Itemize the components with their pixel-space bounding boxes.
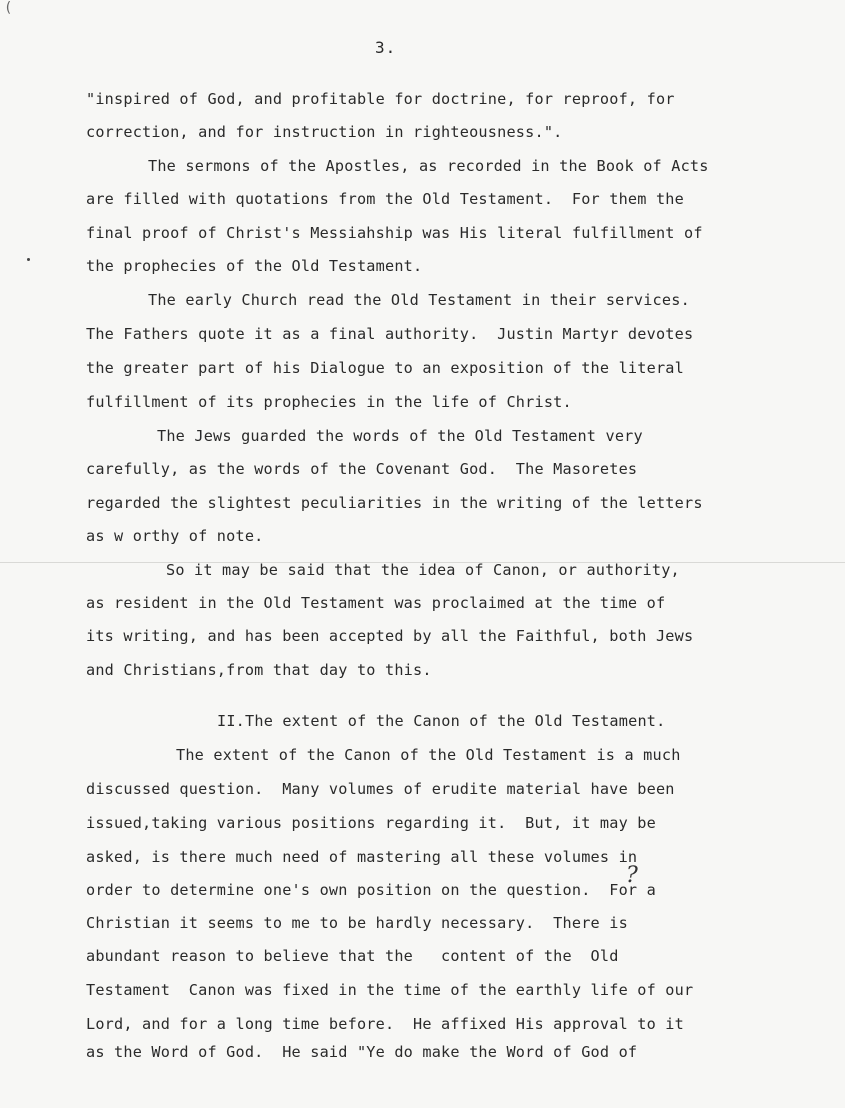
text-line: asked, is there much need of mastering all these volumes in (86, 848, 638, 866)
section-heading: II.The extent of the Canon of the Old Testament. (217, 712, 666, 730)
text-line: its writing, and has been accepted by all the Faithful, both Jews (86, 627, 694, 645)
text-line: carefully, as the words of the Covenant God. The Masoretes (86, 460, 638, 478)
text-line: The Fathers quote it as a final authority. Justin Martyr devotes (86, 325, 694, 343)
text-line: Testament Canon was fixed in the time of the earthly life of our (86, 981, 694, 999)
text-line: discussed question. Many volumes of erudite material have been (86, 780, 675, 798)
text-line: fulfillment of its prophecies in the life of Christ. (86, 393, 572, 411)
text-line: regarded the slightest peculiarities in the writing of the letters (86, 494, 703, 512)
text-line: the greater part of his Dialogue to an exposition of the literal (86, 359, 684, 377)
text-line: "inspired of God, and profitable for doctrine, for reproof, for (86, 90, 675, 108)
text-line: The early Church read the Old Testament in their services. (148, 291, 690, 309)
handwritten-question-mark: ? (626, 863, 638, 888)
text-line: the prophecies of the Old Testament. (86, 257, 423, 275)
margin-mark: ( (4, 0, 13, 16)
text-line: are filled with quotations from the Old Testament. For them the (86, 190, 684, 208)
text-line: The extent of the Canon of the Old Testament is a much (176, 746, 681, 764)
text-line: correction, and for instruction in righteousness.". (86, 123, 563, 141)
text-line: as w orthy of note. (86, 527, 264, 545)
text-line: and Christians,from that day to this. (86, 661, 432, 679)
page-number: 3. (375, 38, 397, 57)
text-line: The sermons of the Apostles, as recorded in the Book of Acts (148, 157, 709, 175)
text-line: Lord, and for a long time before. He affixed His approval to it (86, 1015, 684, 1033)
text-line: Christian it seems to me to be hardly necessary. There is (86, 914, 628, 932)
text-line: order to determine one's own position on the question. For a (86, 881, 656, 899)
margin-dot (27, 258, 30, 261)
text-line: abundant reason to believe that the content of the Old (86, 947, 619, 965)
text-line: as resident in the Old Testament was proclaimed at the time of (86, 594, 666, 612)
text-line: final proof of Christ's Messiahship was His literal fulfillment of (86, 224, 703, 242)
text-line: as the Word of God. He said "Ye do make the Word of God of (86, 1043, 638, 1061)
text-line: The Jews guarded the words of the Old Testament very (157, 427, 643, 445)
text-line: So it may be said that the idea of Canon, or authority, (166, 561, 680, 579)
text-line: issued,taking various positions regarding it. But, it may be (86, 814, 656, 832)
